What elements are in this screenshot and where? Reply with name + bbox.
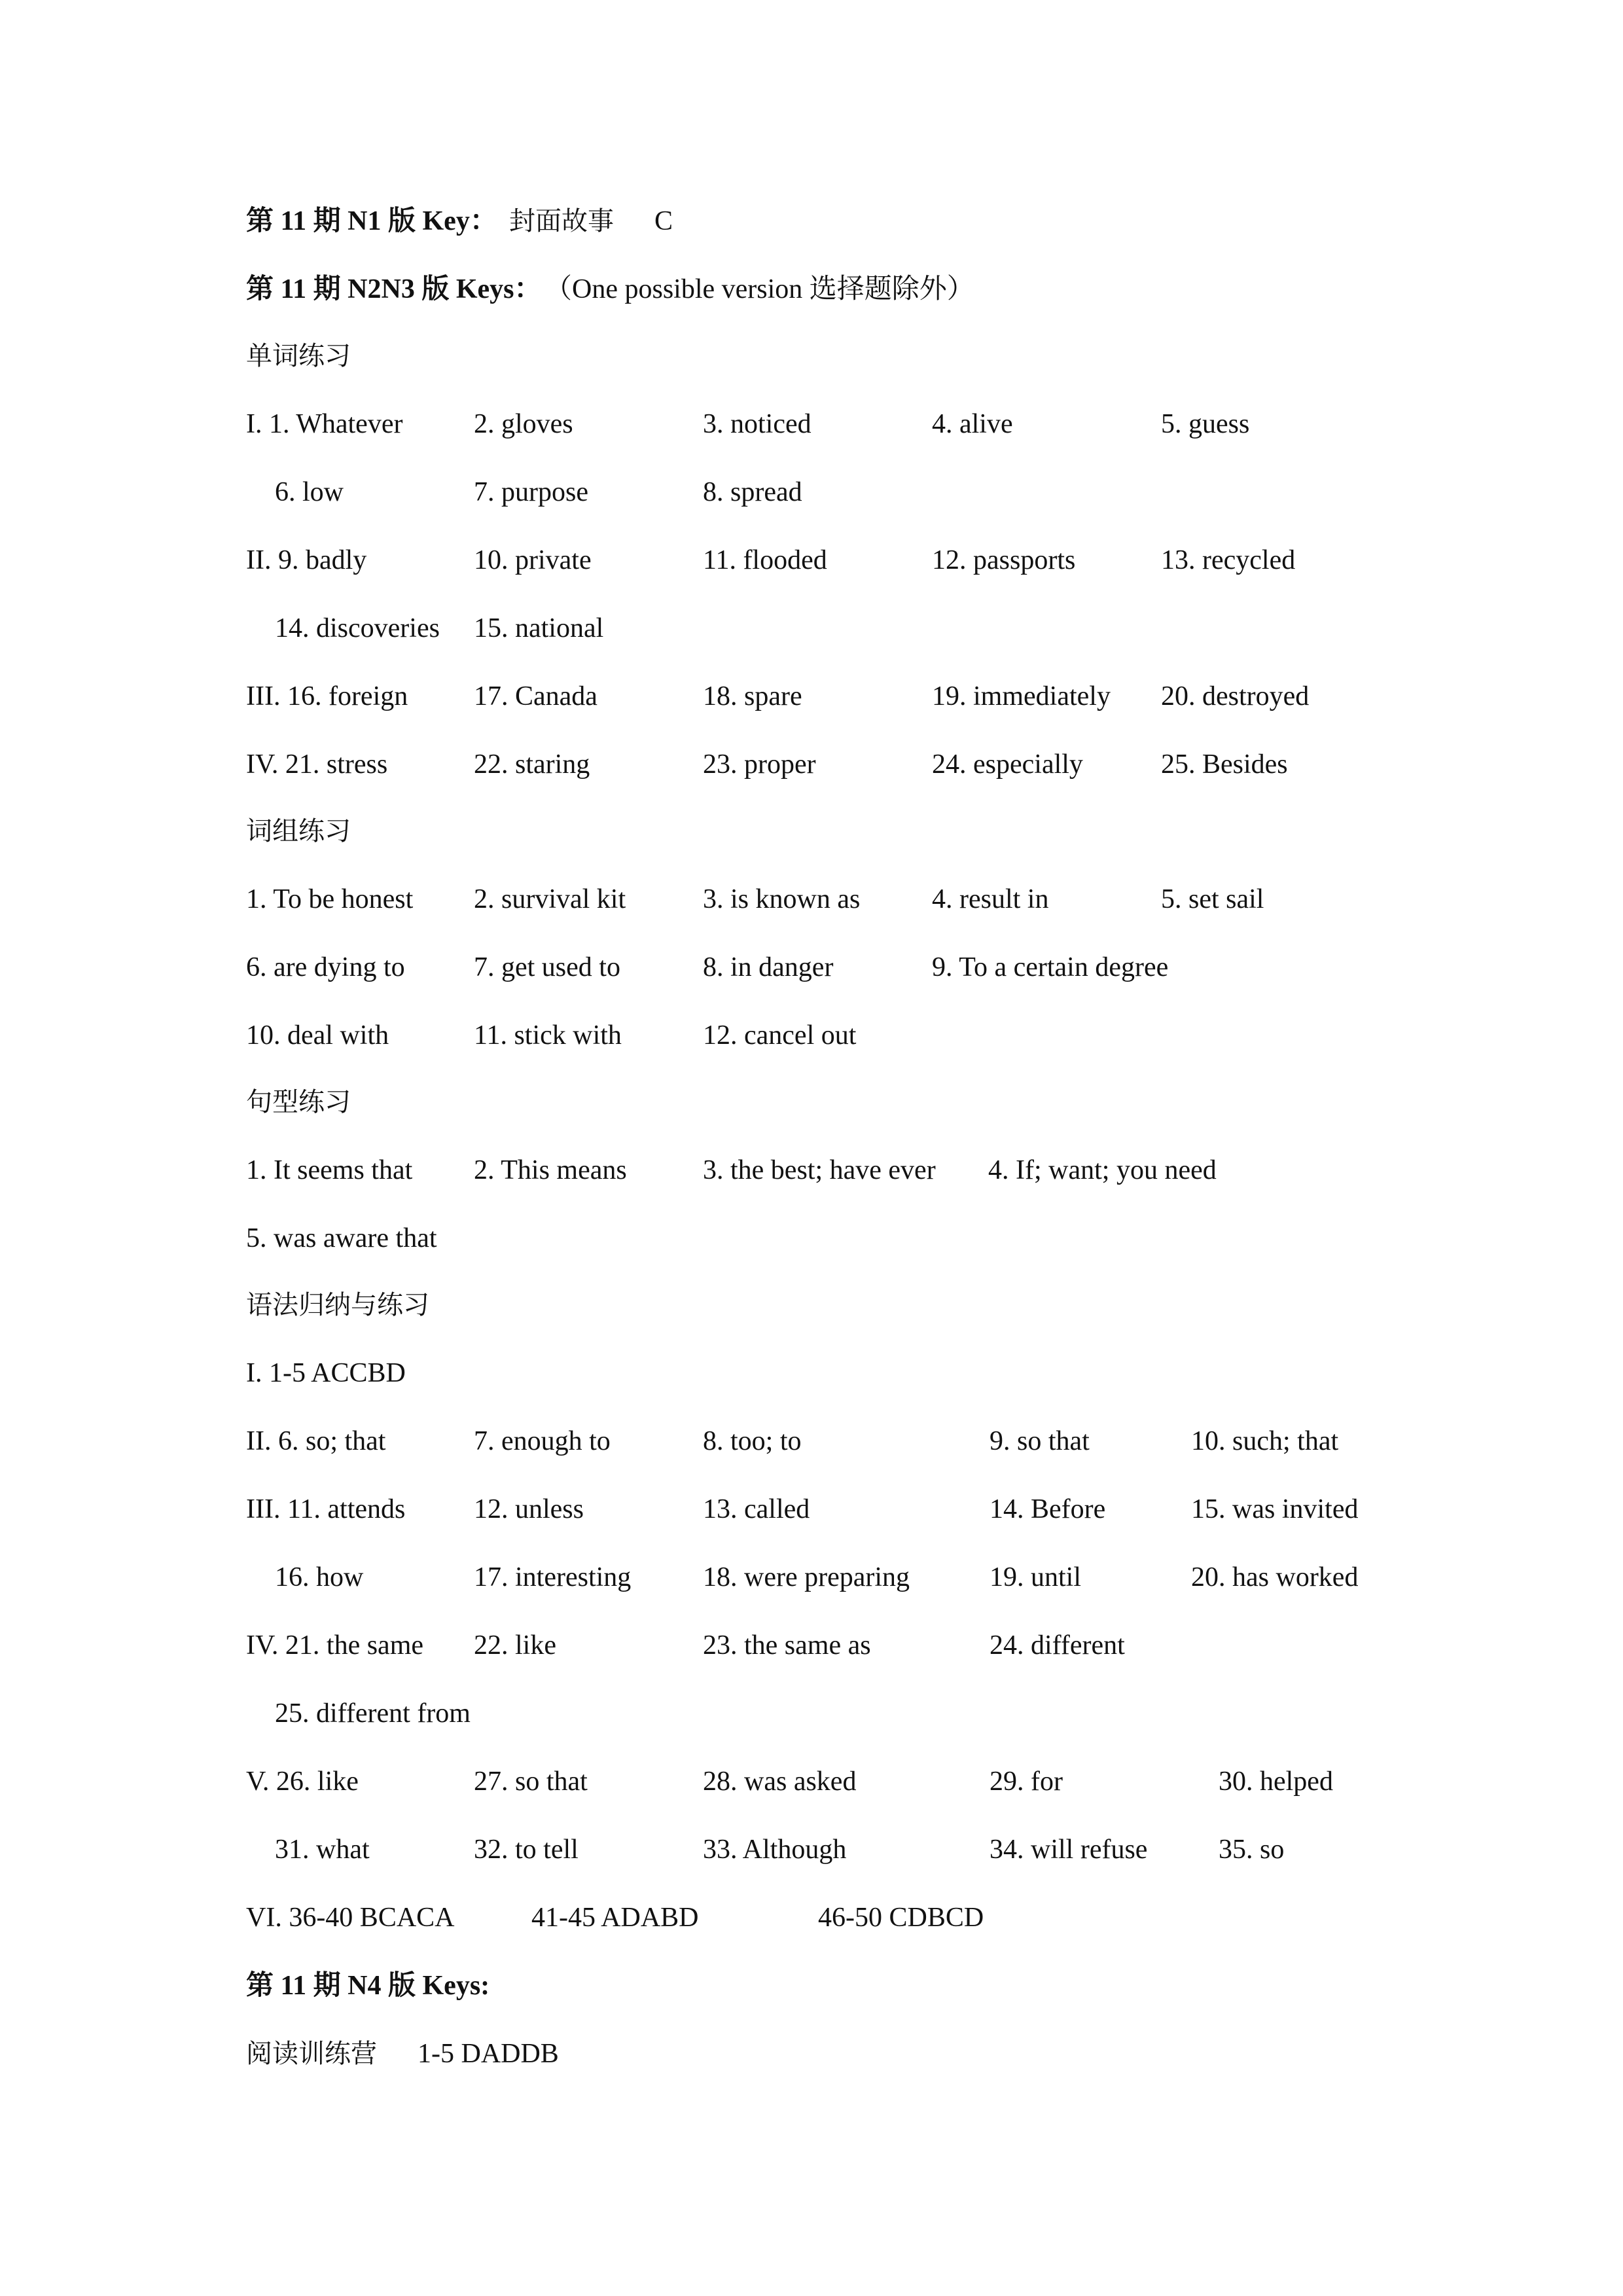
answer-item: 7. get used to: [474, 952, 620, 982]
answer-item: 12. cancel out: [703, 1020, 857, 1050]
answer-item: 2. gloves: [474, 409, 573, 439]
answer-item: 12. passports: [932, 545, 1076, 575]
answer-item: 17. Canada: [474, 681, 597, 711]
answer-item: 32. to tell: [474, 1835, 579, 1865]
answer-item: 9. so that: [990, 1426, 1090, 1456]
answer-item: 46-50 CDBCD: [818, 1903, 984, 1933]
answer-item: 30. helped: [1219, 1767, 1333, 1797]
answer-item: 5. was aware that: [246, 1223, 437, 1253]
answer-item: 7. enough to: [474, 1426, 611, 1456]
grammar-row: [0, 1354, 1623, 1412]
answer-item: 24. especially: [932, 749, 1083, 780]
answer-item: 18. spare: [703, 681, 802, 711]
vocab-row: [0, 609, 1623, 668]
answer-item: 17. interesting: [474, 1562, 632, 1592]
n2n3-key-line: [0, 270, 1623, 329]
answer-item: 3. noticed: [703, 409, 812, 439]
answer-item: 4. result in: [932, 884, 1049, 914]
vocab-row: [0, 404, 1623, 463]
answer-item: 34. will refuse: [990, 1835, 1148, 1865]
answer-item: IV. 21. stress: [246, 749, 388, 780]
grammar-row: [0, 1422, 1623, 1480]
answer-item: I. 1-5 ACCBD: [246, 1358, 406, 1388]
answer-item: II. 6. so; that: [246, 1426, 386, 1456]
answer-item: 6. low: [275, 477, 344, 507]
n1-key-line: [0, 202, 1623, 260]
answer-item: 2. This means: [474, 1155, 627, 1185]
grammar-row: [0, 1558, 1623, 1617]
answer-item: 25. different from: [275, 1698, 471, 1729]
reading-label: 阅读训练营: [246, 2039, 377, 2069]
answer-item: 2. survival kit: [474, 884, 626, 914]
answer-item: 8. spread: [703, 477, 802, 507]
answer-item: 28. was asked: [703, 1767, 857, 1797]
answer-item: 5. guess: [1161, 409, 1250, 439]
answer-item: 20. has worked: [1191, 1562, 1359, 1592]
answer-item: 14. discoveries: [275, 613, 440, 643]
answer-item: 33. Although: [703, 1835, 847, 1865]
answer-item: 10. such; that: [1191, 1426, 1339, 1456]
phrase-row: [0, 880, 1623, 939]
answer-item: 10. deal with: [246, 1020, 389, 1050]
n2n3-key-label: 第 11 期 N2N3 版 Keys：: [246, 274, 542, 304]
answer-item: 8. in danger: [703, 952, 834, 982]
sentence-row: [0, 1219, 1623, 1278]
reading-line: [0, 2034, 1623, 2093]
grammar-row: [0, 1490, 1623, 1549]
phrase-row: [0, 948, 1623, 1007]
answer-item: VI. 36-40 BCACA: [246, 1903, 455, 1933]
answer-item: 13. recycled: [1161, 545, 1296, 575]
answer-item: 4. alive: [932, 409, 1013, 439]
phrase-row: [0, 1016, 1623, 1075]
sentence-row: [0, 1151, 1623, 1210]
vocab-row: [0, 677, 1623, 736]
grammar-row: [0, 1626, 1623, 1685]
vocab-row: [0, 473, 1623, 531]
answer-item: 14. Before: [990, 1494, 1106, 1524]
answer-item: 7. purpose: [474, 477, 588, 507]
answer-item: 13. called: [703, 1494, 810, 1524]
answer-item: 29. for: [990, 1767, 1063, 1797]
answer-item: 22. like: [474, 1630, 556, 1660]
answer-item: 24. different: [990, 1630, 1125, 1660]
answer-item: 15. national: [474, 613, 604, 643]
vocab-heading: 单词练习: [246, 341, 351, 371]
answer-item: 27. so that: [474, 1767, 588, 1797]
vocab-row: [0, 541, 1623, 600]
answer-item: 3. is known as: [703, 884, 861, 914]
answer-item: 11. flooded: [703, 545, 827, 575]
n1-key-value: 封面故事: [509, 206, 614, 236]
answer-item: 3. the best; have ever: [703, 1155, 936, 1185]
vocab-row: [0, 745, 1623, 804]
grammar-row: [0, 1898, 1623, 1957]
answer-item: 31. what: [275, 1835, 370, 1865]
answer-item: 1. It seems that: [246, 1155, 413, 1185]
phrase-heading-line: [0, 812, 1623, 870]
answer-item: 23. proper: [703, 749, 816, 780]
answer-item: 12. unless: [474, 1494, 584, 1524]
grammar-heading: 语法归纳与练习: [246, 1290, 429, 1320]
sentence-heading-line: [0, 1083, 1623, 1141]
answer-item: IV. 21. the same: [246, 1630, 424, 1660]
answer-item: 16. how: [275, 1562, 364, 1592]
answer-item: 35. so: [1219, 1835, 1285, 1865]
answer-item: 11. stick with: [474, 1020, 622, 1050]
phrase-heading: 词组练习: [246, 816, 351, 846]
answer-item: III. 11. attends: [246, 1494, 406, 1524]
answer-item: II. 9. badly: [246, 545, 367, 575]
n4-key-line: [0, 1966, 1623, 2025]
answer-item: 9. To a certain degree: [932, 952, 1169, 982]
n4-key-label: 第 11 期 N4 版 Keys:: [246, 1971, 490, 2001]
answer-item: 19. until: [990, 1562, 1082, 1592]
grammar-row: [0, 1762, 1623, 1821]
answer-item: 41-45 ADABD: [531, 1903, 699, 1933]
answer-item: V. 26. like: [246, 1767, 359, 1797]
answer-item: 15. was invited: [1191, 1494, 1359, 1524]
n1-key-label: 第 11 期 N1 版 Key：: [246, 206, 497, 236]
grammar-row: [0, 1830, 1623, 1889]
answer-item: III. 16. foreign: [246, 681, 408, 711]
answer-item: 6. are dying to: [246, 952, 405, 982]
vocab-heading-line: [0, 336, 1623, 395]
answer-item: 20. destroyed: [1161, 681, 1310, 711]
answer-item: 4. If; want; you need: [988, 1155, 1217, 1185]
answer-item: 25. Besides: [1161, 749, 1288, 780]
answer-item: I. 1. Whatever: [246, 409, 403, 439]
answer-item: 19. immediately: [932, 681, 1111, 711]
answer-item: 1. To be honest: [246, 884, 414, 914]
answer-item: 10. private: [474, 545, 592, 575]
grammar-heading-line: [0, 1285, 1623, 1344]
answer-item: 23. the same as: [703, 1630, 871, 1660]
sentence-heading: 句型练习: [246, 1087, 351, 1117]
answer-item: 22. staring: [474, 749, 590, 780]
n2n3-key-note: （One possible version 选择题除外）: [544, 274, 974, 304]
n1-key-answer: C: [654, 206, 673, 236]
grammar-row: [0, 1694, 1623, 1753]
reading-answer: 1-5 DADDB: [418, 2039, 559, 2069]
answer-item: 8. too; to: [703, 1426, 802, 1456]
answer-item: 5. set sail: [1161, 884, 1264, 914]
answer-item: 18. were preparing: [703, 1562, 910, 1592]
